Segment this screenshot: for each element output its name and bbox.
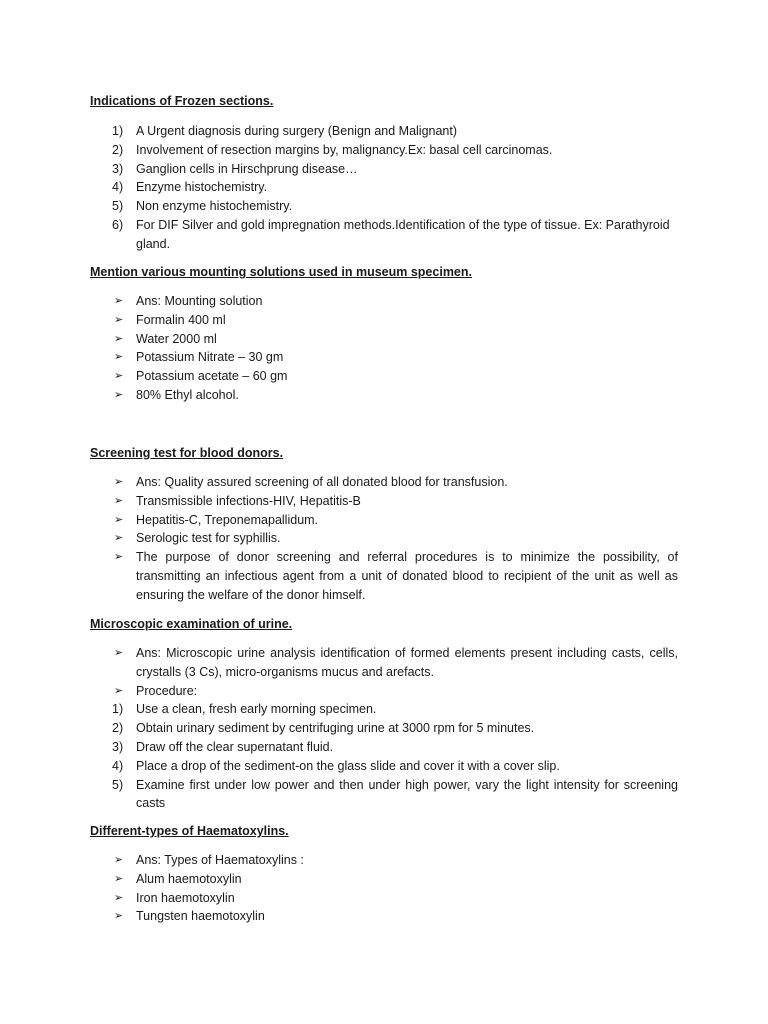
list-item-text: For DIF Silver and gold impregnation methods.Identification of the type of tissue. Ex: Parathyroid gland. <box>136 217 670 251</box>
section-title-blood-donor-screening: Screening test for blood donors. <box>90 446 284 460</box>
list-item <box>90 292 678 311</box>
list-item-text: Ans: Mounting solution <box>136 294 263 308</box>
list-item <box>90 738 678 757</box>
list-item <box>90 178 678 197</box>
list-item <box>90 367 678 386</box>
list-marker: 5) <box>112 199 124 214</box>
arrow-bullet-icon: ➢ <box>114 351 124 364</box>
list-marker: 4) <box>112 758 124 773</box>
list-item-text: Iron haemotoxylin <box>136 890 235 905</box>
list-item-text: Place a drop of the sediment-on the glass slide and cover it with a cover slip. <box>136 758 560 773</box>
list-item <box>90 644 678 682</box>
list-item <box>90 870 678 889</box>
list-item <box>90 141 678 160</box>
list-item-text: Involvement of resection margins by, malignancy.Ex: basal cell carcinomas. <box>136 142 553 157</box>
arrow-bullet-icon: ➢ <box>114 854 124 866</box>
list-item <box>90 851 678 870</box>
list-item-text: Ans: Types of Haematoxylins : <box>136 853 304 867</box>
arrow-bullet-icon: ➢ <box>114 313 124 326</box>
list-frozen-sections <box>90 122 678 254</box>
arrow-bullet-icon: ➢ <box>114 388 124 401</box>
list-item <box>90 330 678 349</box>
list-item <box>90 548 678 604</box>
section-title-mounting-solutions: Mention various mounting solutions used in museum specimen. <box>90 265 472 279</box>
list-item <box>90 682 678 701</box>
section-title-urine-microscopy: Microscopic examination of urine. <box>90 617 293 631</box>
list-item-text: The purpose of donor screening and referral procedures is to minimize the possibility, of transmitting an infectious agent from a unit of donated blood to recipient of the unit as well as ensuring the welfare of the donor himself. <box>136 550 678 602</box>
arrow-bullet-icon: ➢ <box>114 872 124 885</box>
list-item <box>90 160 678 179</box>
list-item-text: Transmissible infections-HIV, Hepatitis-B <box>136 493 361 508</box>
list-item-text: Ans: Quality assured screening of all donated blood for transfusion. <box>136 475 508 489</box>
list-item <box>90 386 678 405</box>
list-item <box>90 348 678 367</box>
list-mounting-solutions <box>90 292 678 405</box>
list-item-text: Use a clean, fresh early morning specimen. <box>136 702 377 717</box>
arrow-bullet-icon: ➢ <box>114 551 124 564</box>
list-item-text: Potassium acetate – 60 gm <box>136 369 288 384</box>
list-marker: 2) <box>112 721 124 736</box>
arrow-bullet-icon: ➢ <box>114 370 124 383</box>
list-item-text: Ganglion cells in Hirschprung disease… <box>136 161 358 176</box>
list-marker: 3) <box>112 161 124 176</box>
arrow-bullet-icon: ➢ <box>114 891 124 904</box>
section-title-haematoxylins: Different-types of Haematoxylins. <box>90 824 289 838</box>
list-item <box>90 197 678 216</box>
list-item-text: Procedure: <box>136 683 198 698</box>
list-marker: 2) <box>112 142 124 157</box>
list-haematoxylins <box>90 851 678 926</box>
section-title-frozen-sections: Indications of Frozen sections. <box>90 94 274 108</box>
arrow-bullet-icon: ➢ <box>114 332 124 345</box>
arrow-bullet-icon: ➢ <box>114 295 124 307</box>
list-item-text: Hepatitis-C, Treponemapallidum. <box>136 512 319 527</box>
list-item-text: Non enzyme histochemistry. <box>136 199 293 214</box>
list-item <box>90 907 678 926</box>
list-item-text: A Urgent diagnosis during surgery (Benign and Malignant) <box>136 124 458 138</box>
list-item <box>90 889 678 908</box>
list-item-text: Obtain urinary sediment by centrifuging urine at 3000 rpm for 5 minutes. <box>136 721 535 736</box>
list-item-text: 80% Ethyl alcohol. <box>136 387 239 402</box>
list-marker: 3) <box>112 739 124 754</box>
list-item <box>90 719 678 738</box>
list-item <box>90 122 678 141</box>
list-item-text: Formalin 400 ml <box>136 312 226 327</box>
list-blood-donor-screening <box>90 473 678 605</box>
list-item <box>90 776 678 814</box>
list-item-text: Serologic test for syphillis. <box>136 531 281 546</box>
list-item <box>90 700 678 719</box>
list-item <box>90 473 678 492</box>
list-urine-microscopy <box>90 644 678 813</box>
list-item <box>90 492 678 511</box>
list-marker: 5) <box>112 777 124 792</box>
list-item-text: Tungsten haemotoxylin <box>136 909 265 924</box>
arrow-bullet-icon: ➢ <box>114 684 124 697</box>
list-item <box>90 529 678 548</box>
list-marker: 6) <box>112 217 124 232</box>
arrow-bullet-icon: ➢ <box>114 910 124 923</box>
arrow-bullet-icon: ➢ <box>114 532 124 545</box>
list-item <box>90 511 678 530</box>
list-item-text: Water 2000 ml <box>136 331 217 346</box>
list-item <box>90 757 678 776</box>
list-item-text: Enzyme histochemistry. <box>136 180 268 195</box>
list-item <box>90 216 678 254</box>
arrow-bullet-icon: ➢ <box>114 494 124 507</box>
arrow-bullet-icon: ➢ <box>114 513 124 526</box>
list-item-text: Draw off the clear supernatant fluid. <box>136 739 334 754</box>
list-item-text: Alum haemotoxylin <box>136 871 242 886</box>
list-item-text: Ans: Microscopic urine analysis identification of formed elements present including casts, cells, crystalls (3 Cs), micro-organisms mucus and arefacts. <box>136 646 678 679</box>
list-item-text: Potassium Nitrate – 30 gm <box>136 350 284 365</box>
list-marker: 1) <box>112 124 124 138</box>
list-item <box>90 311 678 330</box>
arrow-bullet-icon: ➢ <box>114 647 124 659</box>
list-item-text: Examine first under low power and then under high power, vary the light intensity for screening casts <box>136 777 678 811</box>
list-marker: 4) <box>112 180 124 195</box>
arrow-bullet-icon: ➢ <box>114 476 124 488</box>
list-marker: 1) <box>112 702 124 717</box>
